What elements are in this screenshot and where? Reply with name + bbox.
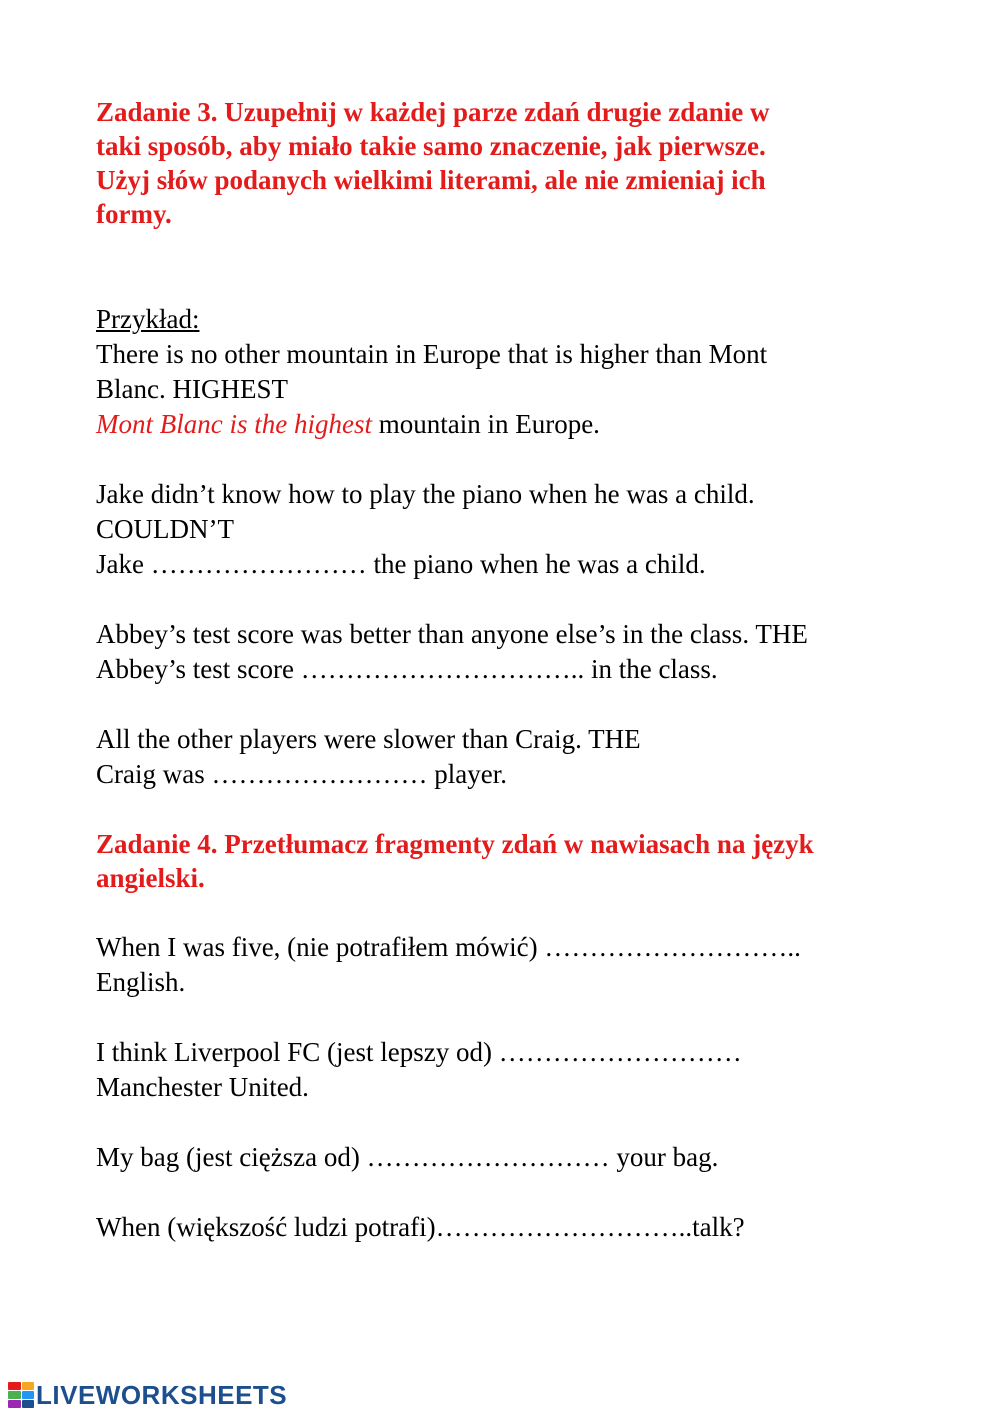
- answer-suffix: in the class.: [584, 654, 718, 684]
- task4-item-line: Manchester United.: [96, 1072, 309, 1102]
- task4-item-line: English.: [96, 967, 186, 997]
- task3-item: [96, 477, 916, 582]
- task3-item-keyword: COULDN’T: [96, 514, 234, 544]
- task4-item: [96, 1035, 916, 1105]
- example-answer-rest: mountain in Europe.: [371, 409, 600, 439]
- example-block: [96, 302, 916, 442]
- task4-heading-line: Zadanie 4. Przetłumacz fragmenty zdań w nawiasach na język: [96, 829, 814, 859]
- answer-prefix: Craig was: [96, 759, 212, 789]
- answer-prefix: Abbey’s test score: [96, 654, 301, 684]
- task3-item-sentence: Jake didn’t know how to play the piano when he was a child.: [96, 479, 755, 509]
- answer-suffix: player.: [427, 759, 507, 789]
- task4-item: [96, 1210, 916, 1245]
- task4-heading: [96, 827, 916, 895]
- answer-blank[interactable]: …………………………..: [300, 654, 585, 684]
- task3-item-answer-line: [96, 652, 916, 687]
- task4-item-line[interactable]: I think Liverpool FC (jest lepszy od) ………………………: [96, 1037, 742, 1067]
- example-answer: [96, 407, 916, 442]
- answer-prefix: Jake: [96, 549, 151, 579]
- answer-blank[interactable]: ……………………: [150, 549, 367, 579]
- liveworksheets-logo-icon: [8, 1382, 34, 1408]
- task3-item: [96, 617, 916, 687]
- answer-suffix: the piano when he was a child.: [366, 549, 706, 579]
- logo-text: LIVEWORKSHEETS: [36, 1379, 288, 1410]
- task3-heading-line: taki sposób, aby miało takie samo znaczenie, jak pierwsze.: [96, 131, 766, 161]
- example-answer-highlight: Mont Blanc is the highest: [96, 409, 372, 439]
- task4-item: [96, 930, 916, 1000]
- task3-item-answer-line: [96, 547, 916, 582]
- task3-heading-line: formy.: [96, 199, 172, 229]
- footer-logo[interactable]: [8, 1381, 287, 1409]
- worksheet-page: [96, 95, 916, 1245]
- task3-heading: [96, 95, 916, 231]
- task3-item-answer-line: [96, 757, 916, 792]
- task4-item-line[interactable]: When (większość ludzi potrafi)………………………..talk?: [96, 1212, 745, 1242]
- task4-item-line[interactable]: My bag (jest cięższa od) ……………………… your bag.: [96, 1142, 719, 1172]
- example-sentence-line: There is no other mountain in Europe that is higher than Mont: [96, 339, 768, 369]
- example-sentence-line: Blanc. HIGHEST: [96, 374, 288, 404]
- task3-item: [96, 722, 916, 792]
- answer-blank[interactable]: ……………………: [211, 759, 428, 789]
- task3-heading-line: Zadanie 3. Uzupełnij w każdej parze zdań drugie zdanie w: [96, 97, 770, 127]
- task3-heading-line: Użyj słów podanych wielkimi literami, ale nie zmieniaj ich: [96, 165, 766, 195]
- task3-item-sentence: All the other players were slower than Craig. THE: [96, 724, 641, 754]
- example-label: Przykład:: [96, 304, 200, 334]
- task4-item: [96, 1140, 916, 1175]
- task3-item-sentence: Abbey’s test score was better than anyone else’s in the class. THE: [96, 619, 808, 649]
- task4-heading-line: angielski.: [96, 863, 205, 893]
- task4-item-line[interactable]: When I was five, (nie potrafiłem mówić) ………………………..: [96, 932, 801, 962]
